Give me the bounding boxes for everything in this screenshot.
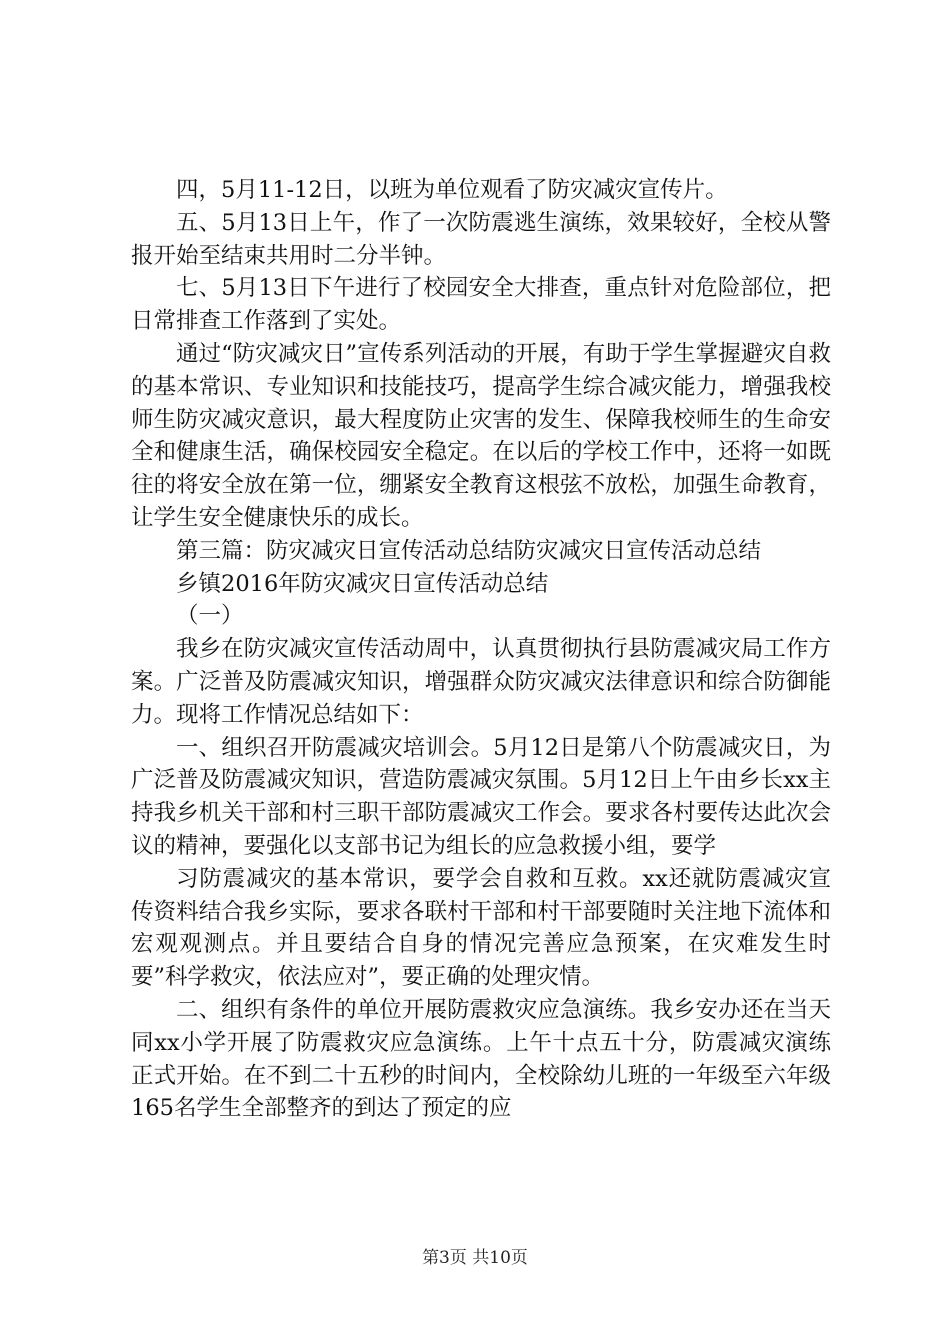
paragraph: 七、5月13日下午进行了校园安全大排查，重点针对危险部位，把日常排查工作落到了实处。 xyxy=(131,275,831,335)
paragraph: 通过“防灾减灾日”宣传系列活动的开展，有助于学生掌握避灾自救的基本常识、专业知识和技能技巧，提高学生综合减灾能力，增强我校师生防灾减灾意识，最大程度防止灾害的发生、保障我校师生的生命安全和健康生活，确保校园安全稳定。在以后的学校工作中，还将一如既往的将安全放在第一位，绷紧安全教育这根弦不放松，加强生命教育，让学生安全健康快乐的成长。 xyxy=(131,340,831,531)
paragraph: 一、组织召开防震减灾培训会。5月12日是第八个防震减灾日，为广泛普及防震减灾知识，营造防震减灾氛围。5月12日上午由乡长xx主持我乡机关干部和村三职干部防震减灾工作会。要求各村要传达此次会议的精神，要强化以支部书记为组长的应急救援小组，要学 xyxy=(131,734,831,859)
paragraph: 四，5月11-12日，以班为单位观看了防灾减灾宣传片。 xyxy=(176,177,728,203)
page-number-label: 第3页 共10页 xyxy=(422,1248,528,1268)
paragraph: 第三篇：防灾减灾日宣传活动总结防灾减灾日宣传活动总结 xyxy=(176,537,762,564)
paragraph: 乡镇2016年防灾减灾日宣传活动总结 xyxy=(176,570,549,597)
document-body xyxy=(131,174,831,1125)
paragraph: （一） xyxy=(176,603,244,630)
paragraph: 二、组织有条件的单位开展防震救灾应急演练。我乡安办还在当天同xx小学开展了防震救灾应急演练。上午十点五十分，防震减灾演练正式开始。在不到二十五秒的时间内，全校除幼儿班的一年级至六年级165名学生全部整齐的到达了预定的应 xyxy=(131,996,831,1122)
paragraph: 五、5月13日上午，作了一次防震逃生演练，效果较好，全校从警报开始至结束共用时二分半钟。 xyxy=(131,209,831,269)
paragraph: 习防震减灾的基本常识，要学会自救和互救。xx还就防震减灾宣传资料结合我乡实际，要求各联村干部和村干部要随时关注地下流体和宏观观测点。并且要结合自身的情况完善应急预案，在灾难发生时要”科学救灾，依法应对”，要正确的处理灾情。 xyxy=(131,865,831,991)
paragraph: 我乡在防灾减灾宣传活动周中，认真贯彻执行县防震减灾局工作方案。广泛普及防震减灾知识，增强群众防灾减灾法律意识和综合防御能力。现将工作情况总结如下： xyxy=(131,636,831,728)
page-footer xyxy=(0,1243,950,1268)
